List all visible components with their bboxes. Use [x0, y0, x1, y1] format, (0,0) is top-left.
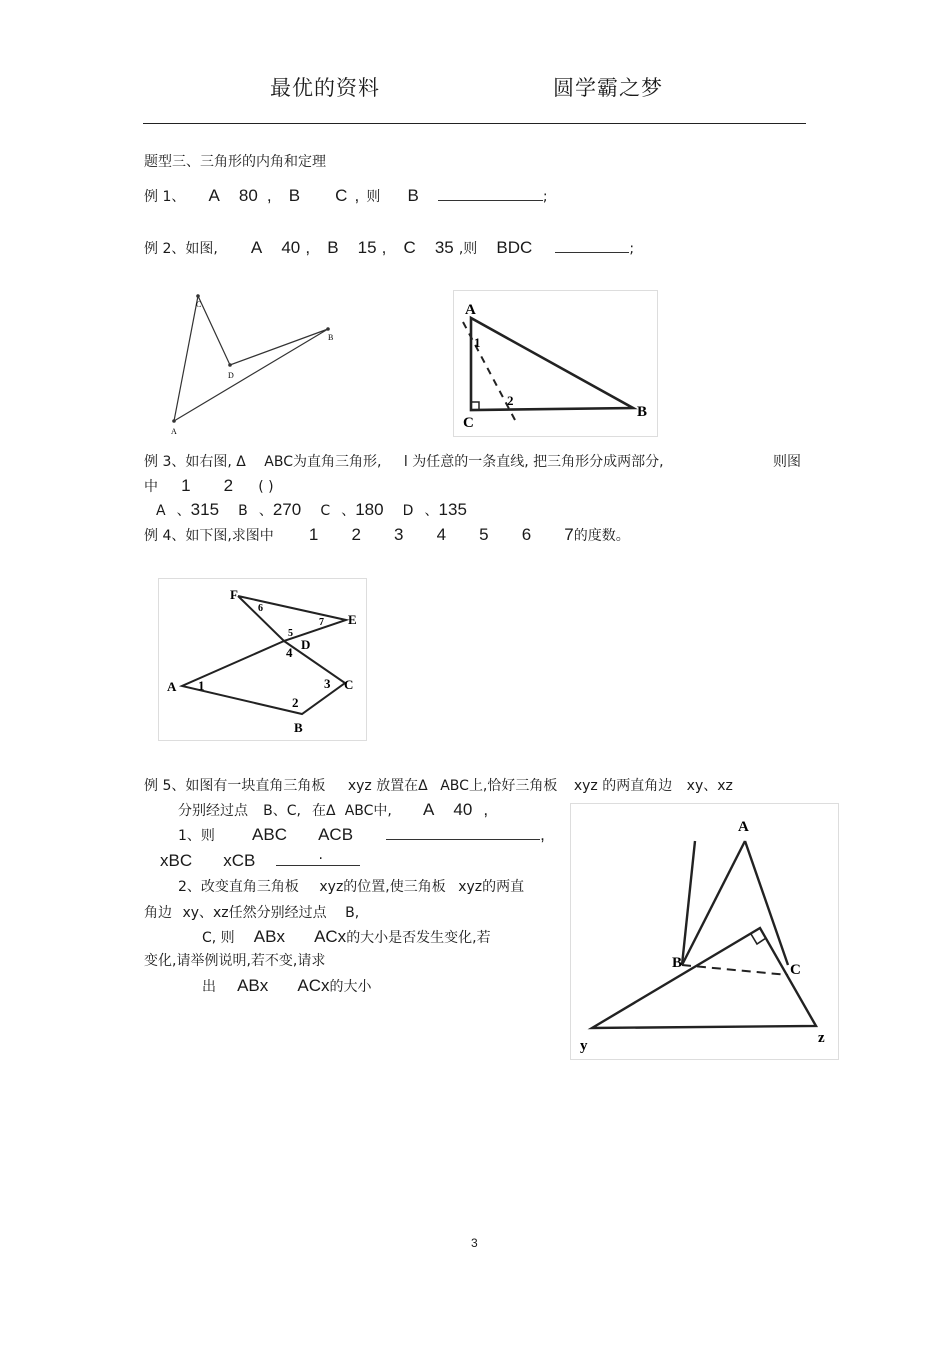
- fig3-angle-6: 6: [258, 603, 263, 614]
- fig4-label-z: z: [818, 1030, 825, 1046]
- ex5-text-2: 放置在Δ: [376, 778, 428, 794]
- ex4-angle-5: 5: [479, 525, 489, 544]
- ex3-option-d: D: [402, 503, 414, 519]
- fig4-frame: [571, 804, 839, 1060]
- fig3-angle-5: 5: [288, 628, 293, 639]
- fig4-side-ab-main: [682, 841, 745, 965]
- ex5-abc-2: ABC: [344, 803, 374, 819]
- ex5-xy: xy: [686, 778, 704, 794]
- ex2-then: ,则: [458, 241, 478, 257]
- fig3-label-b: B: [294, 720, 303, 735]
- ex5-q1-acb: ACB: [318, 825, 354, 844]
- ex4-angle-1: 1: [308, 525, 319, 544]
- fig4-side-ac: [745, 841, 788, 965]
- ex5-a-value: 40: [453, 800, 473, 819]
- ex3-option-a: A: [156, 503, 166, 519]
- fig2-label-2: 2: [507, 393, 514, 408]
- fig2-label-1: 1: [474, 335, 481, 350]
- ex3-zhong: 中: [144, 479, 158, 495]
- ex5-q2-text-3: 的两直: [482, 879, 525, 895]
- fig1-outline: [174, 296, 328, 421]
- fig3-label-e: E: [348, 612, 357, 627]
- fig3-lower-quadrilateral: [182, 641, 345, 714]
- ex2-angle-c: C: [403, 238, 416, 257]
- ex5-q2-xyz: xyz: [319, 879, 344, 895]
- ex5-text-5: 分别经过点: [178, 803, 248, 819]
- ex5-q2-text-4: 角边: [144, 905, 172, 921]
- ex5-q2-text-10: 的大小: [329, 979, 372, 995]
- ex3-answer-paren[interactable]: ( ): [258, 479, 274, 495]
- ex5-question-1: [178, 825, 545, 845]
- figure-3-diagram: [158, 578, 368, 742]
- ex5-q1-xcb: xCB: [223, 851, 256, 870]
- ex5-q2-text-7: 的大小是否发生变化,若: [346, 930, 491, 946]
- ex1-angle-c: C: [335, 186, 348, 205]
- ex3-option-b: B: [238, 503, 248, 519]
- ex5-q2-abx: ABx: [253, 927, 285, 946]
- ex3-line-l: l: [403, 454, 408, 470]
- ex5-q2-text-9: 出: [202, 979, 216, 995]
- ex5-text-6: 在Δ: [312, 803, 336, 819]
- ex3-option-a-sep: 、: [176, 503, 191, 519]
- ex5-q1-label: 1、则: [178, 828, 215, 844]
- ex5-comma: ,: [483, 800, 489, 819]
- ex5-q1-comma: ,: [540, 825, 545, 844]
- ex1-comma: ,: [266, 186, 272, 205]
- example-1: [144, 186, 548, 206]
- fig1-label-a: A: [171, 427, 177, 436]
- ex5-text-1: 例 5、如图有一块直角三角板: [144, 778, 326, 794]
- ex3-option-c-value: 180: [355, 500, 384, 519]
- fig4-label-y: y: [580, 1038, 588, 1054]
- ex1-angle-b-2: B: [407, 186, 419, 205]
- ex3-option-b-value: 270: [272, 500, 302, 519]
- example-5-line-2: [178, 800, 488, 820]
- fig1-label-d: D: [228, 371, 234, 380]
- fig3-angle-2: 2: [292, 695, 299, 710]
- fig3-label-d: D: [301, 637, 311, 652]
- ex1-answer-blank[interactable]: [438, 186, 543, 201]
- ex5-angle-a: A: [422, 800, 435, 819]
- ex2-angle-bdc: BDC: [496, 238, 533, 257]
- example-5-line-1: [144, 775, 733, 795]
- ex5-q1-xbc: xBC: [160, 851, 193, 870]
- example-4: [144, 525, 630, 545]
- fig4-label-a: A: [738, 819, 749, 835]
- example-3-line-2: [144, 476, 274, 496]
- ex3-options: [156, 500, 467, 520]
- header-left-title: 最优的资料: [270, 76, 380, 100]
- ex5-question-2-line-3: [202, 927, 491, 947]
- ex3-option-a-value: 315: [190, 500, 220, 519]
- ex5-q2-text-2: 的位置,使三角板: [343, 879, 446, 895]
- ex5-q2-text-5: 任然分别经过点: [228, 905, 327, 921]
- fig4-label-c: C: [790, 962, 801, 978]
- ex5-q2-xyz-2: xyz: [458, 879, 483, 895]
- ex4-angle-7: 7: [564, 525, 574, 544]
- fig3-angle-3: 3: [324, 676, 331, 691]
- ex3-text-1: 例 3、如右图, Δ: [144, 454, 246, 470]
- ex5-dun: 、: [703, 778, 718, 794]
- figure-2-diagram: [453, 290, 659, 438]
- ex1-semicolon: ;: [542, 189, 548, 205]
- fig3-label-f: F: [230, 587, 238, 602]
- ex5-q2-acx: ACx: [314, 927, 347, 946]
- ex5-q2-text-6: C, 则: [202, 930, 235, 946]
- ex5-text-4: 的两直角边: [602, 778, 673, 794]
- header-rule: [143, 123, 806, 124]
- ex4-angle-2: 2: [351, 525, 361, 544]
- ex4-angle-4: 4: [436, 525, 447, 544]
- fig3-angle-4: 4: [286, 645, 293, 660]
- section-title: 题型三、三角形的内角和定理: [144, 154, 326, 170]
- example-2: [144, 238, 634, 258]
- ex3-angle-1: 1: [181, 476, 191, 495]
- figure-1-diagram: [160, 285, 350, 440]
- ex5-question-2-line-1: [178, 876, 524, 896]
- ex1-comma-2: ,: [354, 186, 360, 205]
- ex5-q1-abc: ABC: [252, 825, 287, 844]
- ex5-q2-text-1: 2、改变直角三角板: [178, 879, 299, 895]
- fig4-set-square-xyz: [592, 928, 816, 1028]
- header-right-title: 圆学霸之梦: [553, 76, 663, 100]
- ex3-option-b-sep: 、: [258, 503, 273, 519]
- figure-4-diagram: [570, 803, 840, 1061]
- ex5-text-3: 上,恰好三角板: [468, 778, 558, 794]
- ex4-tail: 的度数。: [573, 528, 630, 544]
- fig1-label-c: C: [196, 300, 202, 309]
- ex2-comma: ,: [305, 238, 311, 257]
- ex2-c-value: 35: [434, 238, 454, 257]
- ex4-label: 例 4、如下图,求图中: [144, 528, 274, 544]
- ex4-angle-6: 6: [521, 525, 532, 544]
- ex1-angle-b: B: [288, 186, 301, 205]
- fig2-label-a: A: [465, 302, 476, 318]
- ex2-label: 例 2、如图,: [144, 241, 218, 257]
- ex5-text-7: 中,: [373, 803, 392, 819]
- ex5-xyz-2: xyz: [573, 778, 598, 794]
- fig3-angle-1: 1: [198, 678, 205, 693]
- ex3-text-4: 则图: [773, 454, 801, 470]
- fig2-label-b: B: [637, 404, 648, 420]
- fig3-label-a: A: [167, 679, 177, 694]
- ex5-question-2-line-2: [144, 902, 359, 922]
- ex5-points-bc: B、C,: [263, 803, 301, 819]
- ex2-angle-a: A: [250, 238, 263, 257]
- ex3-option-c-sep: 、: [341, 503, 356, 519]
- ex2-comma-2: ,: [381, 238, 387, 257]
- ex1-a-value: 80: [238, 186, 258, 205]
- ex5-abc: ABC: [440, 778, 469, 794]
- fig2-triangle: [471, 318, 633, 410]
- ex2-b-value: 15: [357, 238, 377, 257]
- fig4-side-ab: [682, 841, 695, 965]
- ex4-angle-3: 3: [394, 525, 404, 544]
- ex5-q1-answer-blank[interactable]: [386, 825, 540, 840]
- fig3-label-c: C: [344, 677, 354, 692]
- ex5-q1-answer-blank-2[interactable]: [276, 847, 360, 866]
- ex5-question-1-line-2: [160, 847, 360, 871]
- ex3-option-d-sep: 、: [424, 503, 439, 519]
- ex5-q1-dot: .: [318, 847, 323, 863]
- fig4-label-b: B: [672, 955, 683, 971]
- fig2-label-c: C: [463, 415, 474, 431]
- ex3-text-3: 为任意的一条直线, 把三角形分成两部分,: [412, 454, 664, 470]
- ex2-answer-blank[interactable]: [555, 238, 629, 253]
- ex2-semicolon: ;: [629, 241, 635, 257]
- ex3-abc: ABC: [264, 454, 294, 470]
- ex3-option-c: C: [320, 503, 331, 519]
- ex1-angle-a: A: [208, 186, 220, 205]
- ex5-question-2-line-5: [202, 976, 372, 996]
- fig4-dashed-bc: [682, 965, 788, 975]
- page-number: 3: [471, 1236, 478, 1250]
- ex5-q2-abx-2: ABx: [237, 976, 269, 995]
- ex5-xz: xz: [717, 778, 733, 794]
- ex2-angle-b: B: [327, 238, 339, 257]
- ex3-angle-2: 2: [223, 476, 234, 495]
- ex5-q2-acx-2: ACx: [297, 976, 330, 995]
- ex3-option-d-value: 135: [438, 500, 467, 519]
- fig3-angle-7: 7: [319, 617, 324, 628]
- ex5-q2-point-b: B,: [345, 905, 360, 921]
- ex5-xyz: xyz: [347, 778, 372, 794]
- example-3-line-1: [144, 451, 664, 471]
- ex2-a-value: 40: [281, 238, 301, 257]
- fig1-label-b: B: [328, 333, 334, 342]
- ex3-text-2: 为直角三角形,: [293, 454, 382, 470]
- ex5-q2-text-8: 变化,请举例说明,若不变,请求: [144, 953, 326, 969]
- ex1-label: 例 1、: [144, 189, 186, 205]
- ex1-then: 则: [366, 189, 381, 205]
- ex5-q2-xy-xz: xy、xz: [182, 905, 229, 921]
